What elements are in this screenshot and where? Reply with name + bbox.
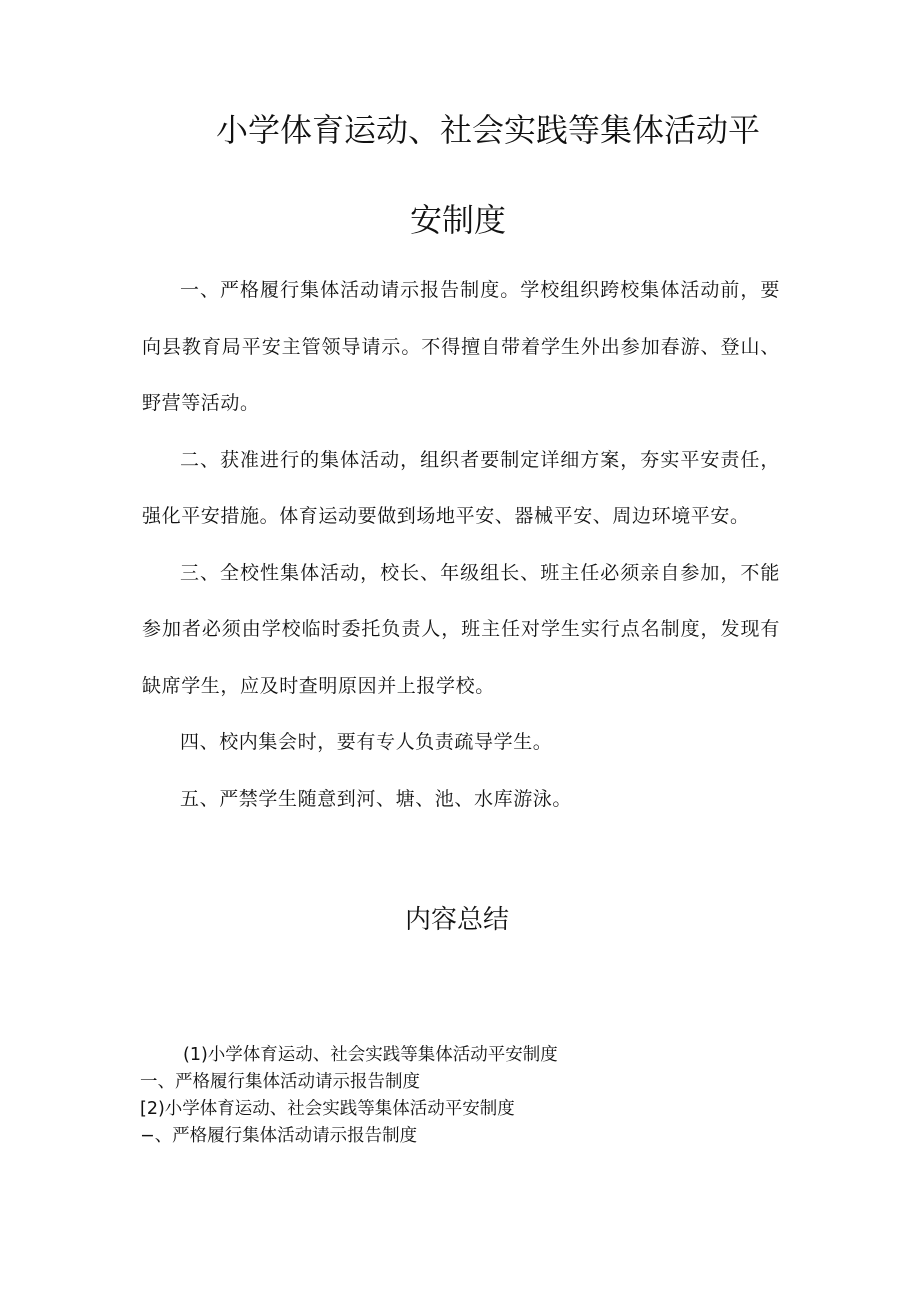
document-title-line-2: 安制度 xyxy=(410,201,507,239)
summary-list xyxy=(140,1042,840,1150)
paragraph-5: 五、严禁学生随意到河、塘、池、水库游泳。 xyxy=(180,787,573,810)
summary-item-4: −、严格履行集体活动请示报告制度 xyxy=(140,1126,418,1146)
document-body xyxy=(142,262,780,827)
summary-item-1: (1)小学体育运动、社会实践等集体活动平安制度 xyxy=(183,1045,558,1065)
paragraph-2: 二、获准进行的集体活动，组织者要制定详细方案，夯实平安责任，强化平安措施。体育运动要做到场地平安、器械平安、周边环境平安。 xyxy=(142,448,780,527)
document-title-line-1: 小学体育运动、社会实践等集体活动平 xyxy=(216,111,761,149)
summary-heading-text: 内容总结 xyxy=(404,905,509,935)
paragraph-3: 三、全校性集体活动，校长、年级组长、班主任必须亲自参加，不能参加者必须由学校临时委托负责人，班主任对学生实行点名制度，发现有缺席学生，应及时查明原因并上报学校。 xyxy=(142,561,780,697)
paragraph-1: 一、严格履行集体活动请示报告制度。学校组织跨校集体活动前，要向县教育局平安主管领导请示。不得擅自带着学生外出参加春游、登山、野营等活动。 xyxy=(142,279,780,414)
summary-item-3: [2)小学体育运动、社会实践等集体活动平安制度 xyxy=(140,1099,515,1119)
paragraph-4: 四、校内集会时，要有专人负责疏导学生。 xyxy=(180,731,553,753)
summary-item-2: 一、严格履行集体活动请示报告制度 xyxy=(140,1072,420,1092)
summary-heading xyxy=(0,900,920,940)
